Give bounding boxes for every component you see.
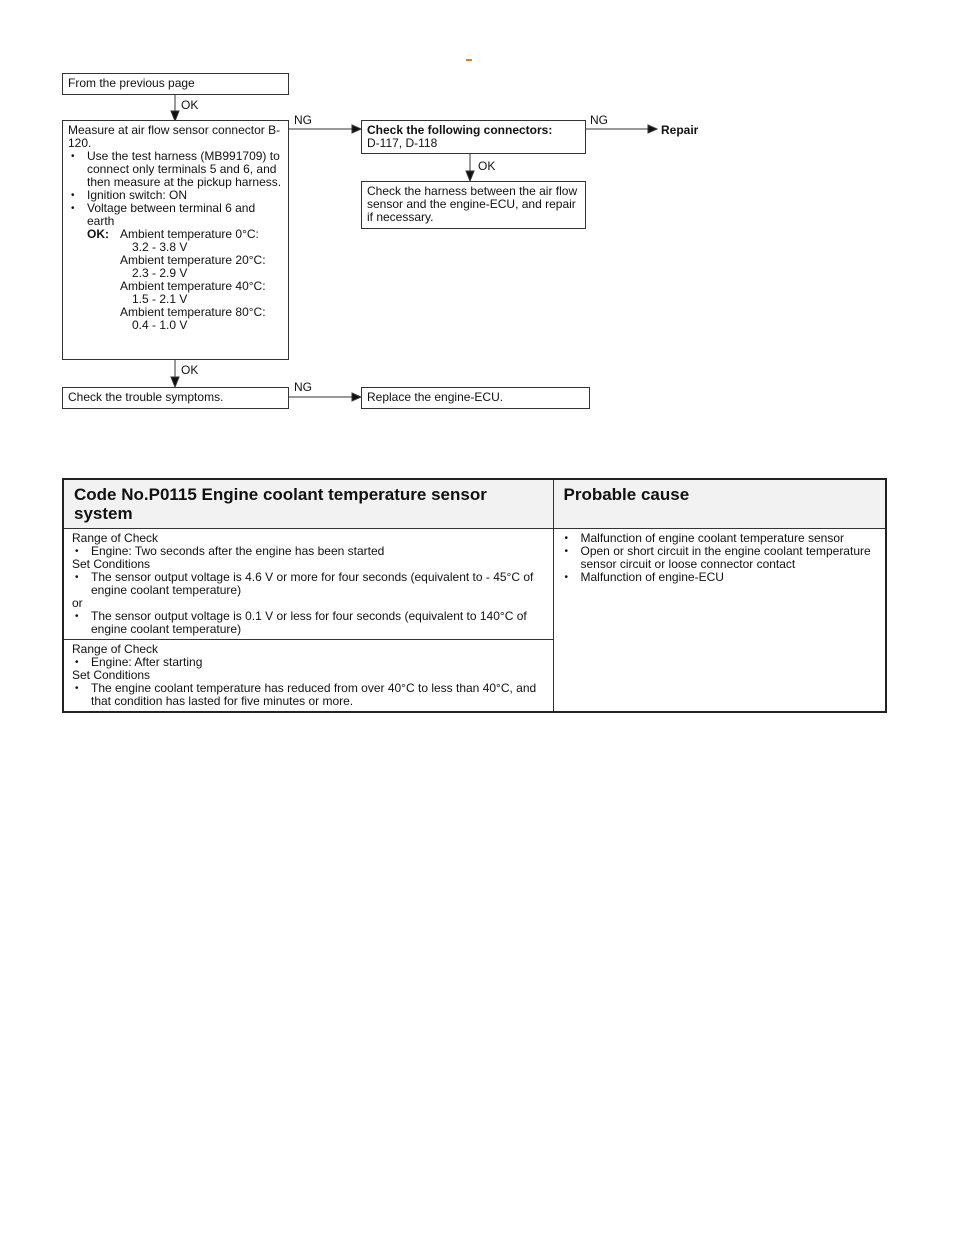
arrow-right-icon [648, 125, 657, 133]
bullet-icon: • [75, 657, 79, 668]
range-item: • Engine: Two seconds after the engine has been started [75, 544, 385, 558]
check-block-1 [63, 529, 553, 640]
bullet-icon: • [71, 190, 75, 201]
bullet-icon: • [75, 611, 79, 622]
condition-item: • The sensor output voltage is 0.1 V or less for four seconds (equivalent to 140°C of engine coolant temperature) [75, 609, 527, 636]
arrow-right-icon [352, 125, 361, 133]
bullet-icon: • [75, 572, 79, 583]
measure-item: • Ignition switch: ON [71, 188, 188, 202]
range-item: • Engine: After starting [75, 655, 203, 669]
ok-spec-temp: Ambient temperature 40°C: [120, 279, 266, 293]
ok-spec-temp: Ambient temperature 20°C: [120, 253, 266, 267]
range-label: Range of Check [72, 531, 159, 545]
cause-item: • Malfunction of engine-ECU [564, 570, 724, 584]
trouble-box [62, 387, 289, 409]
bullet-icon: • [75, 546, 79, 557]
repair-label: Repair [661, 123, 699, 137]
or-text: or [72, 596, 83, 610]
replace-text: Replace the engine-ECU. [367, 390, 504, 404]
cause-heading: Probable cause [553, 479, 886, 529]
cause-list [553, 529, 886, 713]
bullet-icon: • [564, 533, 569, 544]
replace-box [361, 387, 590, 409]
ok-spec-range: 0.4 - 1.0 V [132, 318, 188, 332]
previous-page-box [62, 73, 289, 95]
check-block-2 [63, 640, 553, 713]
bullet-icon: • [71, 203, 75, 214]
ok-spec-range: 3.2 - 3.8 V [132, 240, 188, 254]
ng-label-1: NG [294, 113, 312, 127]
condition-item: • The engine coolant temperature has reduced from over 40°C to less than 40°C, and that condition has lasted for five minutes or more. [75, 681, 537, 708]
trouble-text: Check the trouble symptoms. [68, 390, 224, 404]
measure-item: • Use the test harness (MB991709) to connect only terminals 5 and 6, and then measure at the pickup harness. [71, 149, 282, 189]
bullet-icon: • [564, 572, 569, 583]
condition-item: • The sensor output voltage is 4.6 V or more for four seconds (equivalent to - 45°C of engine coolant temperature) [75, 570, 534, 597]
range-label: Range of Check [72, 642, 159, 656]
ok-spec-temp: Ambient temperature 80°C: [120, 305, 266, 319]
cause-item: • Open or short circuit in the engine coolant temperature sensor circuit or loose connector contact [564, 544, 871, 571]
ok-spec-range: 2.3 - 2.9 V [132, 266, 188, 280]
measure-title: Measure at air flow sensor connector B-120. [68, 123, 281, 150]
harness-text: Check the harness between the air flow sensor and the engine-ECU, and repair if necessary. [367, 184, 578, 224]
ok-spec-range: 1.5 - 2.1 V [132, 292, 188, 306]
arrow-down-icon [466, 171, 474, 181]
ok-label-1: OK [181, 98, 199, 112]
bullet-icon: • [564, 546, 569, 557]
ok-spec-temp: Ambient temperature 0°C: [120, 227, 259, 241]
ng-label-2: NG [590, 113, 608, 127]
measure-box [62, 120, 289, 360]
cause-item: • Malfunction of engine coolant temperature sensor [564, 531, 844, 545]
arrow-right-icon [352, 393, 361, 401]
ok-spec [87, 228, 283, 332]
ng-label-3: NG [294, 380, 312, 394]
harness-box [361, 181, 586, 229]
bullet-icon: • [75, 683, 79, 694]
ok-label-3: OK [181, 363, 199, 377]
connectors-title: Check the following connectors: [367, 123, 553, 137]
set-label: Set Conditions [72, 668, 151, 682]
set-label: Set Conditions [72, 557, 151, 571]
ok-label-2: OK [478, 159, 496, 173]
bullet-icon: • [71, 151, 75, 162]
measure-item: • Voltage between terminal 6 and earth [71, 201, 256, 228]
connectors-value: D-117, D-118 [367, 136, 438, 150]
code-table [62, 478, 887, 713]
arrow-down-icon [171, 377, 179, 387]
ok-spec-label: OK: [87, 227, 109, 241]
code-heading: Code No.P0115 Engine coolant temperature sensor system [63, 479, 553, 529]
connectors-box [361, 120, 586, 154]
previous-page-text: From the previous page [68, 76, 195, 90]
